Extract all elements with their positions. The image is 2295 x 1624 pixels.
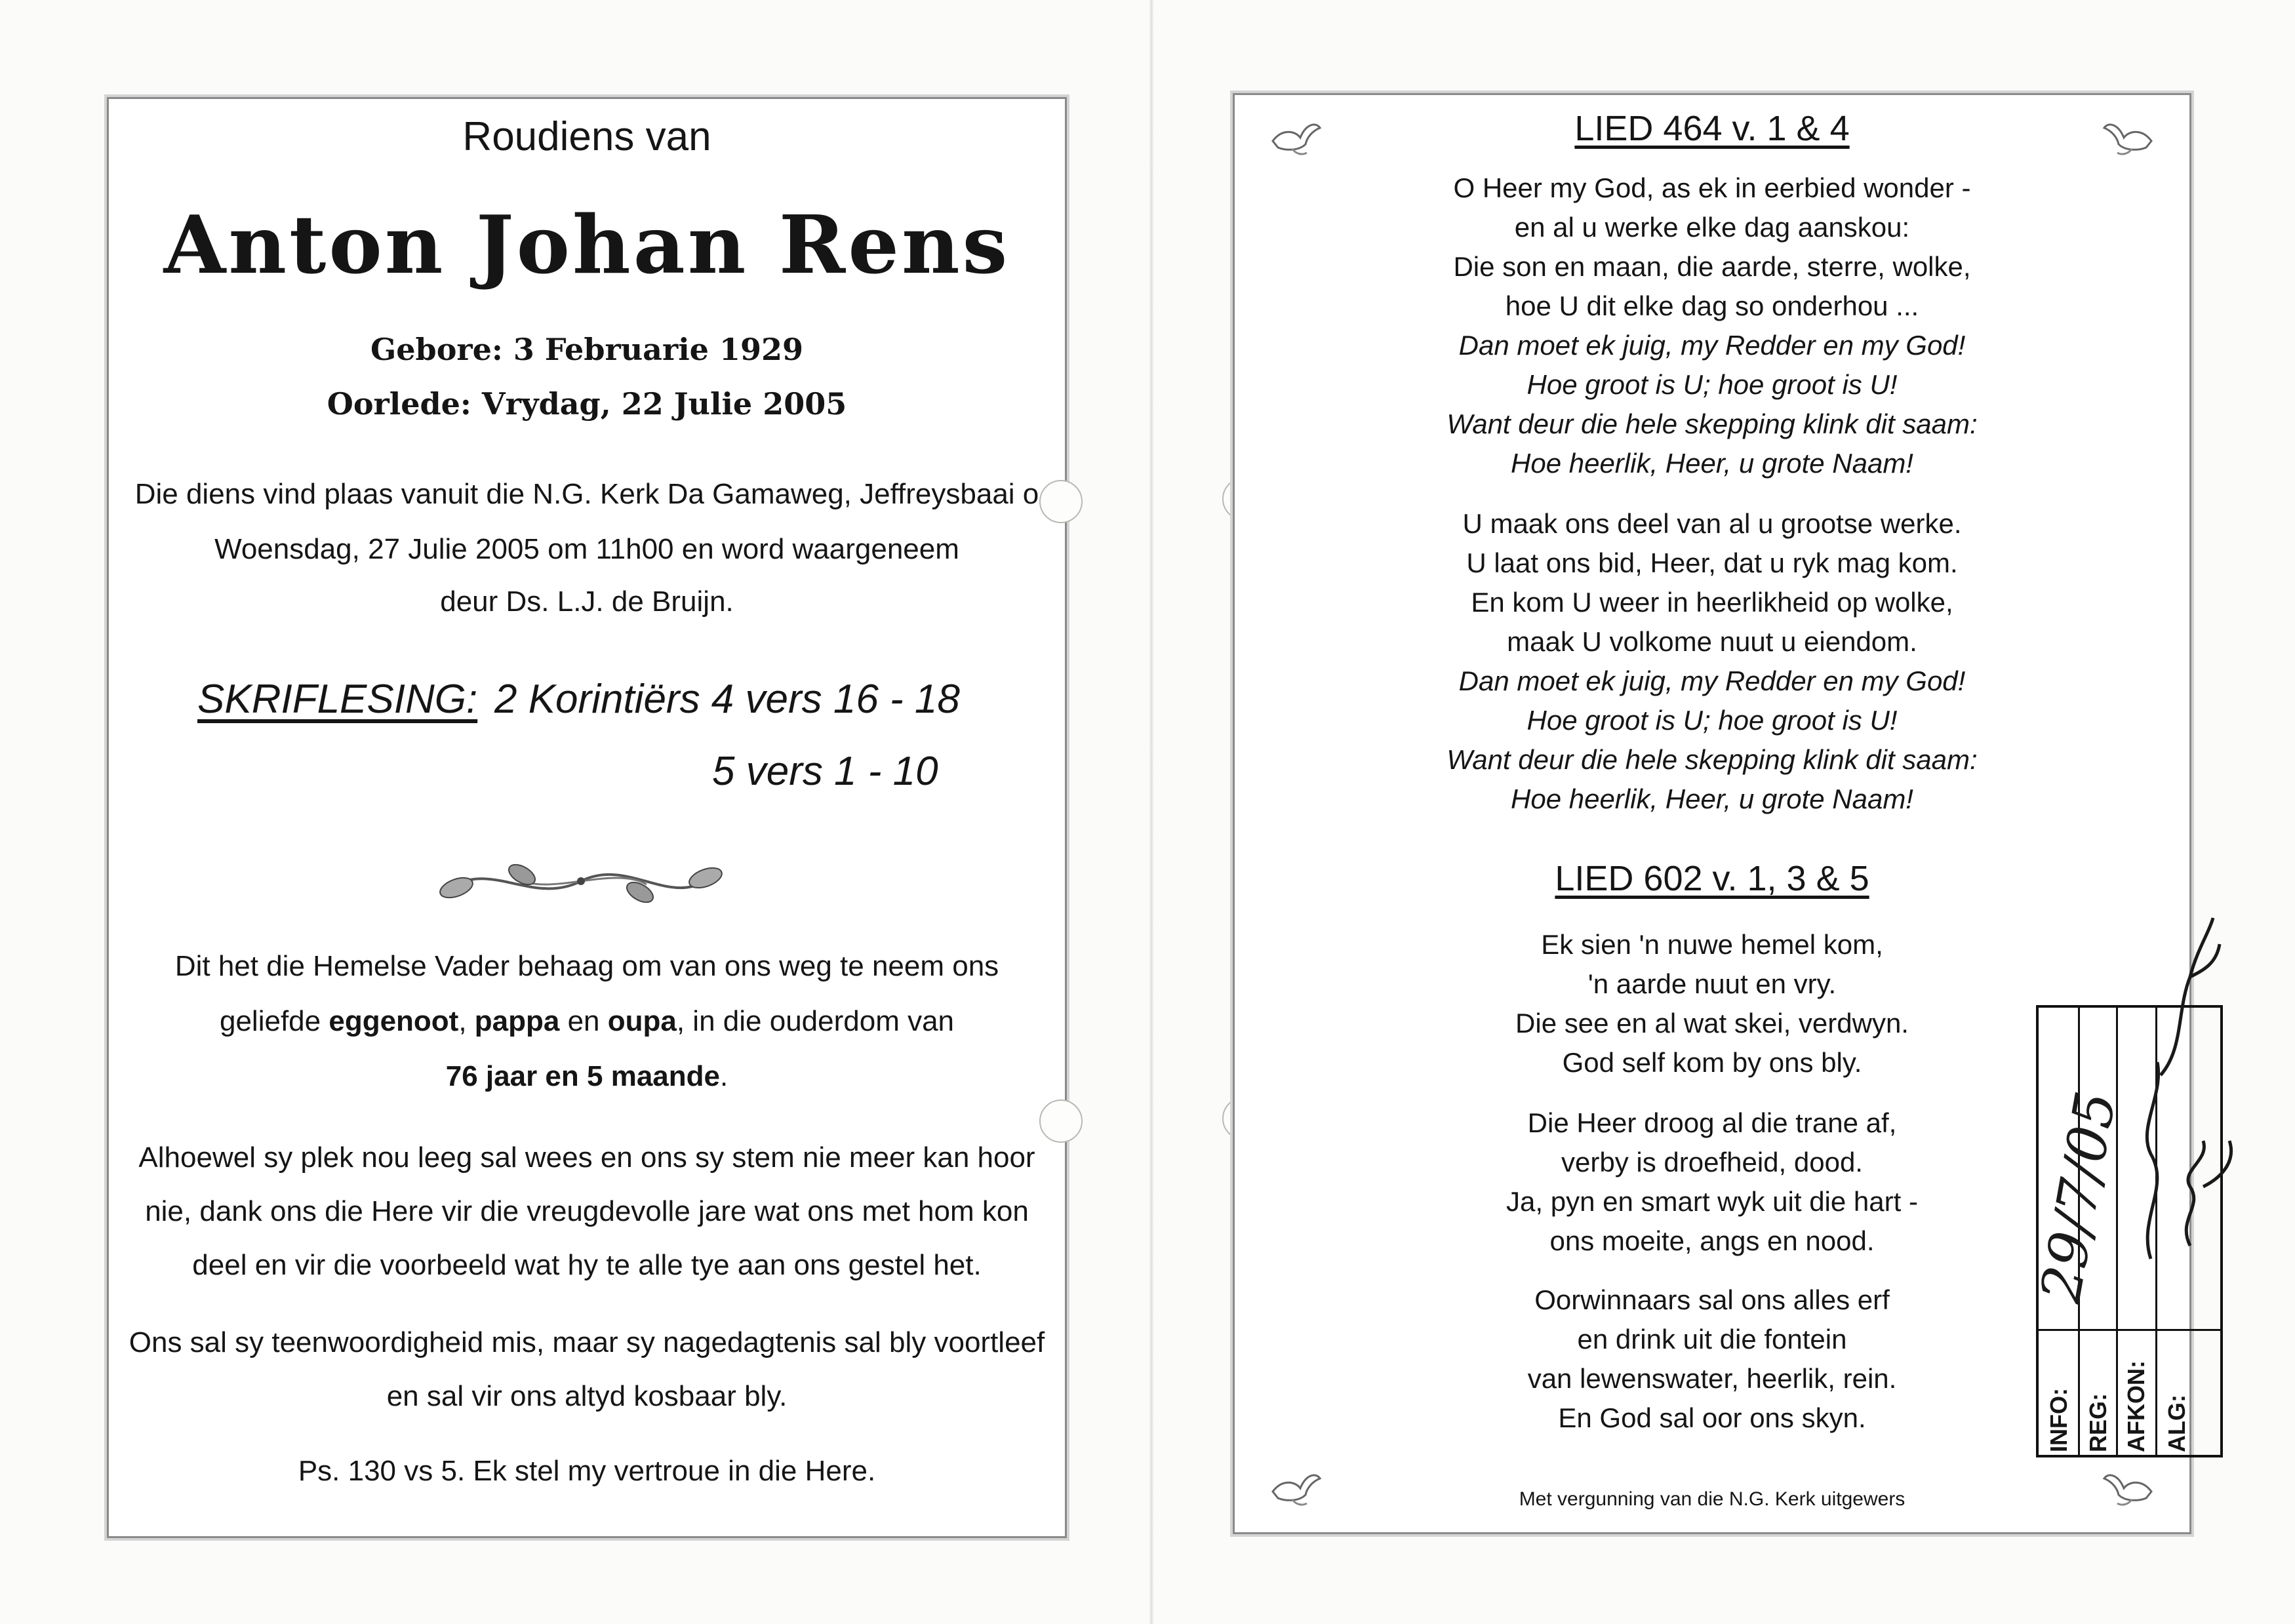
signature-scribble bbox=[2186, 1141, 2231, 1246]
hymn-line: hoe U dit elke dag so onderhou ... bbox=[1505, 290, 1919, 321]
hymn-chorus-line: Want deur die hele skepping klink dit saam: bbox=[1447, 744, 1978, 775]
service-line: deur Ds. L.J. de Bruijn. bbox=[440, 585, 734, 618]
hymn-line: van lewenswater, heerlik, rein. bbox=[1527, 1363, 1897, 1394]
stamp-label: REG: bbox=[2085, 1393, 2111, 1452]
hymn-chorus-line: Hoe heerlik, Heer, u grote Naam! bbox=[1511, 783, 1913, 814]
psalm-verse: Ps. 130 vs 5. Ek stel my vertroue in die Here. bbox=[298, 1455, 876, 1487]
tribute-line: geliefde eggenoot, pappa en oupa, in die ouderdom van bbox=[219, 1005, 955, 1037]
tribute-line: deel en vir die voorbeeld wat hy te alle tye aan ons gestel het. bbox=[192, 1249, 982, 1281]
page-fold bbox=[1149, 0, 1153, 1624]
tribute-line: Alhoewel sy plek nou leeg sal wees en ons sy stem nie meer kan hoor bbox=[138, 1141, 1035, 1174]
tribute-line: Dit het die Hemelse Vader behaag om van ons weg te neem ons bbox=[174, 950, 999, 982]
hymn-title: LIED 602 v. 1, 3 & 5 bbox=[1555, 859, 1869, 898]
hymn-line: Ek sien 'n nuwe hemel kom, bbox=[1541, 929, 1883, 960]
handwritten-date: 29/7/05 bbox=[2028, 1086, 2128, 1307]
handwritten-annotations bbox=[1993, 879, 2295, 1456]
hymn-line: ons moeite, angs en nood. bbox=[1549, 1225, 1875, 1256]
punch-hole bbox=[1039, 480, 1083, 523]
leaf-ornament-icon bbox=[437, 852, 725, 911]
service-line: Die diens vind plaas vanuit die N.G. Kerk Da Gamaweg, Jeffreysbaai o bbox=[134, 478, 1039, 510]
memorial-panel bbox=[107, 97, 1067, 1538]
scripture-label: SKRIFLESING: bbox=[197, 677, 478, 722]
hymn-chorus-line: Hoe groot is U; hoe groot is U! bbox=[1527, 705, 1898, 736]
hymn-chorus-line: Dan moet ek juig, my Redder en my God! bbox=[1458, 665, 1966, 696]
hymn-chorus-line: Hoe heerlik, Heer, u grote Naam! bbox=[1511, 448, 1913, 479]
hymn-line: En kom U weer in heerlikheid op wolke, bbox=[1471, 587, 1953, 618]
hymn-line: U laat ons bid, Heer, dat u ryk mag kom. bbox=[1466, 547, 1958, 578]
hymn-chorus-line: Want deur die hele skepping klink dit saam: bbox=[1447, 408, 1978, 439]
hymn-line: Die see en al wat skei, verdwyn. bbox=[1515, 1008, 1909, 1039]
hymn-chorus-line: Dan moet ek juig, my Redder en my God! bbox=[1458, 330, 1966, 361]
tribute-line: nie, dank ons die Here vir die vreugdevolle jare wat ons met hom kon bbox=[145, 1195, 1029, 1227]
hymn-line: Ja, pyn en smart wyk uit die hart - bbox=[1506, 1186, 1918, 1217]
hymn-line: verby is droefheid, dood. bbox=[1561, 1147, 1863, 1178]
service-line: Woensdag, 27 Julie 2005 om 11h00 en word waargeneem bbox=[214, 533, 959, 565]
hymn-line: 'n aarde nuut en vry. bbox=[1587, 968, 1837, 999]
hymn-line: Die Heer droog al die trane af, bbox=[1527, 1107, 1897, 1138]
hymn-title: LIED 464 v. 1 & 4 bbox=[1574, 109, 1850, 148]
hymn-line: U maak ons deel van al u grootse werke. bbox=[1462, 508, 1962, 539]
stamp-label: AFKON: bbox=[2123, 1360, 2149, 1452]
hymn-line: God self kom by ons bly. bbox=[1562, 1047, 1862, 1078]
birth-date: Gebore: 3 Februarie 1929 bbox=[370, 332, 803, 367]
hymn-line: en drink uit die fontein bbox=[1577, 1324, 1847, 1355]
signature-scribble bbox=[2147, 918, 2220, 1259]
hymn-line: Oorwinnaars sal ons alles erf bbox=[1534, 1284, 1890, 1315]
hymn-line: O Heer my God, as ek in eerbied wonder - bbox=[1453, 172, 1971, 203]
service-heading: Roudiens van bbox=[462, 114, 711, 159]
deceased-name: Anton Johan Rens bbox=[163, 197, 1010, 292]
punch-hole bbox=[1039, 1099, 1083, 1143]
hymn-line: maak U volkome nuut u eiendom. bbox=[1507, 626, 1917, 657]
scripture-reference: 5 vers 1 - 10 bbox=[712, 749, 938, 794]
hymn-line: Die son en maan, die aarde, sterre, wolke, bbox=[1453, 251, 1971, 282]
stamp-label: ALG: bbox=[2163, 1395, 2190, 1452]
scripture-reference: 2 Korintiërs 4 vers 16 - 18 bbox=[494, 677, 960, 722]
death-date: Oorlede: Vrydag, 22 Julie 2005 bbox=[327, 386, 847, 422]
stamp-label: INFO: bbox=[2045, 1388, 2072, 1452]
hymn-line: En God sal oor ons skyn. bbox=[1558, 1402, 1866, 1433]
publisher-credit: Met vergunning van die N.G. Kerk uitgewers bbox=[1519, 1488, 1906, 1510]
tribute-line: 76 jaar en 5 maande. bbox=[445, 1060, 728, 1092]
hymn-chorus-line: Hoe groot is U; hoe groot is U! bbox=[1527, 369, 1898, 400]
hymn-line: en al u werke elke dag aanskou: bbox=[1514, 212, 1910, 243]
tribute-line: en sal vir ons altyd kosbaar bly. bbox=[386, 1380, 788, 1412]
tribute-line: Ons sal sy teenwoordigheid mis, maar sy nagedagtenis sal bly voortleef bbox=[129, 1326, 1045, 1358]
